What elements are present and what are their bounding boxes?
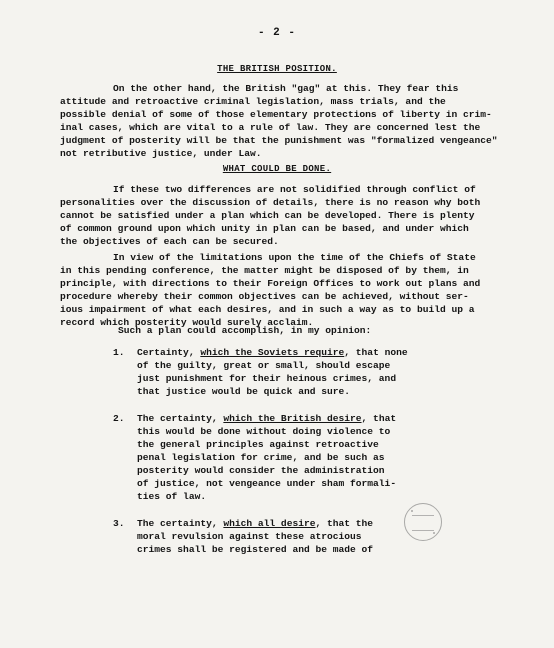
paragraph-line: possible denial of some of those elementary protections of liberty in crim- bbox=[60, 109, 492, 120]
list-item-line bbox=[113, 425, 463, 438]
paragraph-line: inal cases, which are vital to a rule of law. They are concerned lest the bbox=[60, 122, 481, 133]
underlined-phrase: which all desire bbox=[223, 518, 316, 529]
list-item-text: penal legislation for crime, and be such as bbox=[137, 452, 385, 463]
list-item-number: 2. bbox=[113, 413, 125, 424]
underlined-phrase: which the Soviets require bbox=[200, 347, 345, 358]
underlined-phrase: which the British desire bbox=[223, 413, 362, 424]
list-item-line bbox=[113, 543, 463, 556]
page-number: - 2 - bbox=[257, 27, 296, 39]
paragraph-line: cannot be satisfied under a plan which can be developed. There is plenty bbox=[60, 210, 475, 221]
list-item-text: just punishment for their heinous crimes, and bbox=[137, 373, 397, 384]
paragraph-line: procedure whereby their common objectives can be achieved, without ser- bbox=[60, 291, 469, 302]
list-item-text: The certainty, which the British desire, that bbox=[137, 413, 397, 424]
list-item-number: 1. bbox=[113, 347, 125, 358]
paragraph-line: ious impairment of what each desires, and in such a way as to build up a bbox=[60, 304, 475, 315]
paragraph-line: attitude and retroactive criminal legislation, mass trials, and the bbox=[60, 96, 446, 107]
list-item-text: this would be done without doing violence to bbox=[137, 426, 391, 437]
list-item-text: the general principles against retroactive bbox=[137, 439, 379, 450]
heading-what-could-be-done: WHAT COULD BE DONE. bbox=[222, 164, 332, 174]
paragraph-line: of common ground upon which unity in plan can be based, and under which bbox=[60, 223, 469, 234]
list-item-line bbox=[113, 464, 463, 477]
list-item-text: crimes shall be registered and be made of bbox=[137, 544, 374, 555]
paragraph-line: In view of the limitations upon the time of the Chiefs of State bbox=[113, 252, 476, 263]
list-item-line bbox=[113, 412, 463, 425]
paragraph-plan-intro: Such a plan could accomplish, in my opinion: bbox=[118, 325, 372, 336]
paragraph-line: not retributive justice, under Law. bbox=[60, 148, 262, 159]
list-item-line bbox=[113, 477, 463, 490]
list-item-text: that justice would be quick and sure. bbox=[137, 386, 351, 397]
paragraph-line: If these two differences are not solidified through conflict of bbox=[113, 184, 476, 195]
list-item-number: 3. bbox=[113, 518, 125, 529]
paragraph-what-could-be-done bbox=[60, 183, 481, 248]
list-item-text: of justice, not vengeance under sham formali- bbox=[137, 478, 397, 489]
paragraph-in-view bbox=[60, 251, 481, 329]
paragraph-line: personalities over the discussion of details, there is no reason why both bbox=[60, 197, 481, 208]
archive-stamp-icon bbox=[404, 503, 442, 541]
list-item-line bbox=[113, 451, 463, 464]
list-item-text: The certainty, which all desire, that the bbox=[137, 518, 374, 529]
list-item-text: posterity would consider the administration bbox=[137, 465, 385, 476]
list-spacer bbox=[113, 398, 463, 412]
list-item-line bbox=[113, 385, 463, 398]
list-item-text: moral revulsion against these atrocious bbox=[137, 531, 362, 542]
paragraph-line: judgment of posterity will be that the punishment was "formalized vengeance" bbox=[60, 135, 498, 146]
paragraph-line: the objectives of each can be secured. bbox=[60, 236, 279, 247]
paragraph-line: in this pending conference, the matter might be disposed of by them, in bbox=[60, 265, 469, 276]
list-item-line bbox=[113, 346, 463, 359]
list-item-text: ties of law. bbox=[137, 491, 207, 502]
list-item-text: Certainty, which the Soviets require, that none bbox=[137, 347, 408, 358]
list-item-line bbox=[113, 490, 463, 503]
paragraph-line: On the other hand, the British "gag" at this. They fear this bbox=[113, 83, 459, 94]
paragraph-line: principle, with directions to their Foreign Offices to work out plans and bbox=[60, 278, 481, 289]
heading-british-position: THE BRITISH POSITION. bbox=[217, 64, 337, 74]
list-item-line bbox=[113, 359, 463, 372]
list-item-text: of the guilty, great or small, should escape bbox=[137, 360, 391, 371]
list-item-line bbox=[113, 372, 463, 385]
list-item-line bbox=[113, 438, 463, 451]
paragraph-british-position bbox=[60, 82, 498, 160]
paragraph-line: record which posterity would surely acclaim. bbox=[60, 317, 314, 328]
